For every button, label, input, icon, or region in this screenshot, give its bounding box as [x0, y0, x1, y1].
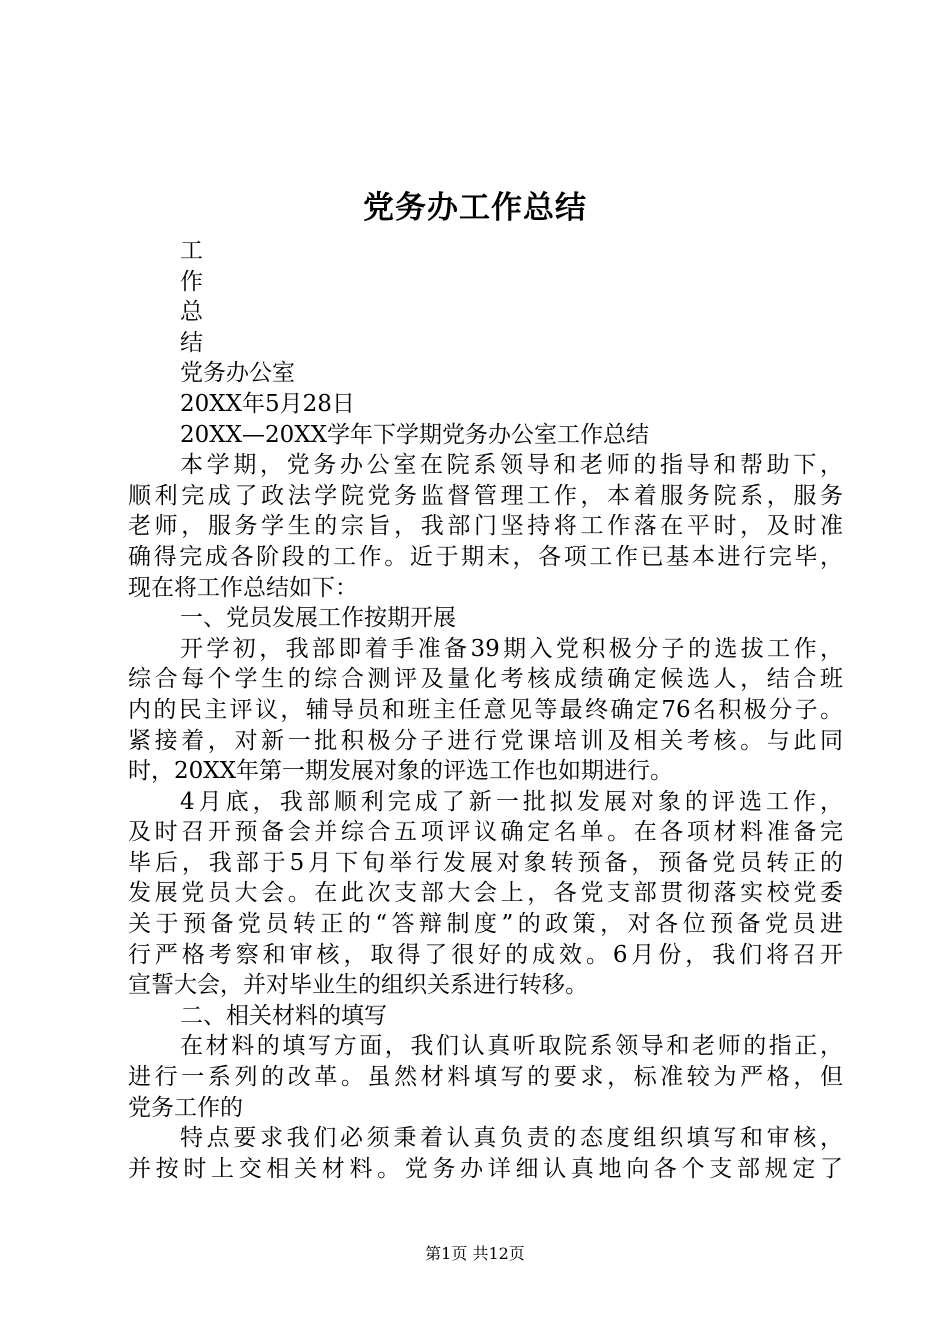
body-line: 顺利完成了政法学院党务监督管理工作，本着服务院系，服务: [128, 482, 843, 509]
body-line: 及时召开预备会并综合五项评议确定名单。在各项材料准备完: [128, 819, 843, 846]
body-line: 发展党员大会。在此次支部大会上，各党支部贯彻落实校党委: [128, 880, 843, 907]
body-line: 开学初，我部即着手准备39期入党积极分子的选拔工作，: [180, 635, 843, 662]
body-line: 20XX—20XX学年下学期党务办公室工作总结: [180, 421, 650, 448]
body-line: 工: [180, 238, 203, 264]
body-line: 老师，服务学生的宗旨，我部门坚持将工作落在平时，及时准: [128, 513, 843, 540]
body-line: 结: [180, 329, 203, 356]
body-line: 4月底，我部顺利完成了新一批拟发展对象的评选工作，: [180, 788, 843, 815]
body-line: 时，20XX年第一期发展对象的评选工作也如期进行。: [128, 758, 674, 785]
body-line: 行严格考察和审核，取得了很好的成效。6月份，我们将召开: [128, 941, 843, 968]
document-body: [128, 236, 843, 1184]
body-line: 确得完成各阶段的工作。近于期末，各项工作已基本进行完毕，: [128, 543, 843, 570]
body-line: 在材料的填写方面，我们认真听取院系领导和老师的指正，: [180, 1033, 843, 1060]
body-line: 总: [180, 299, 203, 326]
body-line: 本学期，党务办公室在院系领导和老师的指导和帮助下，: [180, 452, 843, 479]
body-line: 并按时上交相关材料。党务办详细认真地向各个支部规定了: [128, 1155, 843, 1182]
body-line: 党务办公室: [180, 360, 295, 387]
page-footer: 第1页 共12页: [425, 1244, 525, 1263]
body-line: 综合每个学生的综合测评及量化考核成绩确定候选人，结合班: [128, 666, 843, 693]
body-line: 关于预备党员转正的“答辩制度”的政策，对各位预备党员进: [128, 911, 843, 938]
body-line: 紧接着，对新一批积极分子进行党课培训及相关考核。与此同: [128, 727, 843, 754]
body-line: 20XX年5月28日: [180, 390, 355, 417]
document-title: 党务办工作总结: [363, 190, 587, 226]
body-line: 进行一系列的改革。虽然材料填写的要求，标准较为严格，但: [128, 1064, 843, 1091]
body-line: 二、相关材料的填写: [180, 1002, 387, 1029]
body-line: 党务工作的: [128, 1094, 243, 1121]
body-line: 一、党员发展工作按期开展: [180, 605, 456, 632]
body-line: 作: [180, 268, 203, 295]
body-line: 特点要求我们必须秉着认真负责的态度组织填写和审核，: [180, 1125, 843, 1152]
body-line: 内的民主评议，辅导员和班主任意见等最终确定76名积极分子。: [128, 696, 843, 723]
body-line: 现在将工作总结如下：: [128, 574, 358, 601]
body-line: 宣誓大会，并对毕业生的组织关系进行转移。: [128, 972, 588, 999]
body-line: 毕后，我部于5月下旬举行发展对象转预备，预备党员转正的: [128, 849, 843, 876]
